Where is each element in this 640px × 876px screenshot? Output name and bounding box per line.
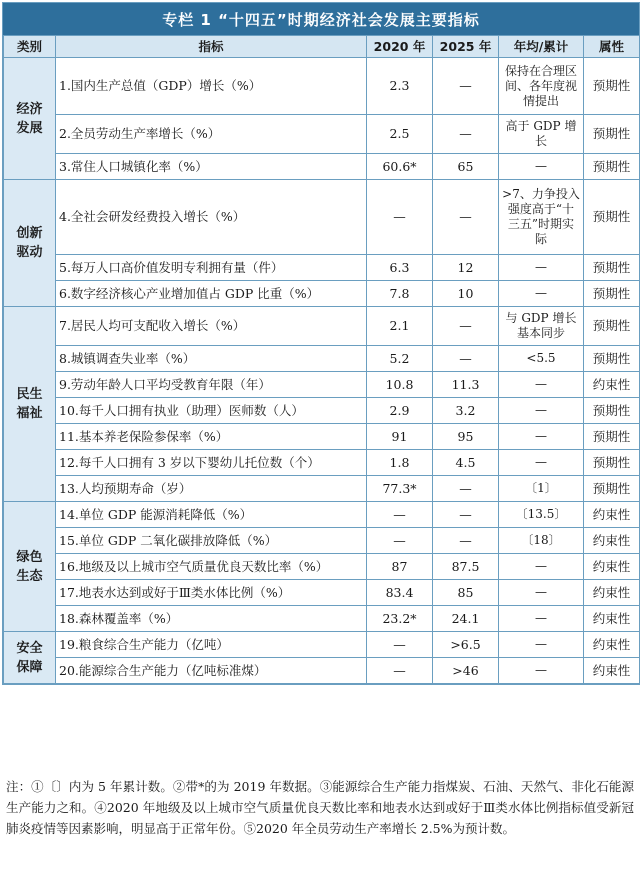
value-2020: 10.8 (367, 372, 433, 398)
indicator-name: 17.地表水达到或好于Ⅲ类水体比例（%） (56, 580, 367, 606)
attribute-cell: 预期性 (584, 450, 640, 476)
rate-cell: 与 GDP 增长基本同步 (499, 307, 584, 346)
table-row (4, 580, 640, 606)
indicator-name: 2.全员劳动生产率增长（%） (56, 115, 367, 154)
value-2025: — (433, 307, 499, 346)
table-row (4, 372, 640, 398)
rate-cell: 高于 GDP 增长 (499, 115, 584, 154)
value-2025: 3.2 (433, 398, 499, 424)
indicator-name: 11.基本养老保险参保率（%） (56, 424, 367, 450)
attribute-cell: 预期性 (584, 58, 640, 115)
header-indicator: 指标 (56, 36, 367, 58)
rate-cell: 〔18〕 (499, 528, 584, 554)
indicator-name: 12.每千人口拥有 3 岁以下婴幼儿托位数（个） (56, 450, 367, 476)
value-2025: 24.1 (433, 606, 499, 632)
value-2025: 65 (433, 154, 499, 180)
value-2025: — (433, 502, 499, 528)
value-2025: 87.5 (433, 554, 499, 580)
header-attribute: 属性 (584, 36, 640, 58)
rate-cell: <5.5 (499, 346, 584, 372)
value-2025: 4.5 (433, 450, 499, 476)
header-2025: 2025 年 (433, 36, 499, 58)
header-category: 类别 (4, 36, 56, 58)
value-2020: — (367, 658, 433, 684)
rate-cell: 〔13.5〕 (499, 502, 584, 528)
value-2020: 5.2 (367, 346, 433, 372)
table-row (4, 398, 640, 424)
rate-cell: — (499, 632, 584, 658)
attribute-cell: 约束性 (584, 632, 640, 658)
rate-cell: — (499, 255, 584, 281)
table-row (4, 554, 640, 580)
table-row (4, 58, 640, 115)
value-2025: — (433, 528, 499, 554)
attribute-cell: 约束性 (584, 528, 640, 554)
indicator-table-panel (2, 2, 640, 685)
value-2020: — (367, 502, 433, 528)
value-2025: 95 (433, 424, 499, 450)
value-2025: 85 (433, 580, 499, 606)
indicator-name: 5.每万人口高价值发明专利拥有量（件） (56, 255, 367, 281)
table-row (4, 450, 640, 476)
rate-cell: — (499, 450, 584, 476)
indicator-name: 19.粮食综合生产能力（亿吨） (56, 632, 367, 658)
rate-cell: — (499, 606, 584, 632)
value-2020: 7.8 (367, 281, 433, 307)
value-2020: 2.9 (367, 398, 433, 424)
rate-cell: 保持在合理区间、各年度视情提出 (499, 58, 584, 115)
table-row (4, 115, 640, 154)
indicator-name: 1.国内生产总值（GDP）增长（%） (56, 58, 367, 115)
rate-cell: 〔1〕 (499, 476, 584, 502)
indicator-name: 4.全社会研发经费投入增长（%） (56, 180, 367, 255)
value-2020: 77.3* (367, 476, 433, 502)
attribute-cell: 约束性 (584, 606, 640, 632)
value-2025: — (433, 180, 499, 255)
attribute-cell: 预期性 (584, 281, 640, 307)
attribute-cell: 预期性 (584, 346, 640, 372)
rate-cell: >7、力争投入强度高于“十三五”时期实际 (499, 180, 584, 255)
value-2020: — (367, 632, 433, 658)
indicator-name: 6.数字经济核心产业增加值占 GDP 比重（%） (56, 281, 367, 307)
attribute-cell: 约束性 (584, 658, 640, 684)
indicator-name: 8.城镇调查失业率（%） (56, 346, 367, 372)
value-2020: — (367, 528, 433, 554)
value-2020: 6.3 (367, 255, 433, 281)
indicator-name: 10.每千人口拥有执业（助理）医师数（人） (56, 398, 367, 424)
attribute-cell: 约束性 (584, 580, 640, 606)
value-2025: >6.5 (433, 632, 499, 658)
category-cell: 创新 驱动 (4, 180, 56, 307)
value-2025: 11.3 (433, 372, 499, 398)
header-rate: 年均/累计 (499, 36, 584, 58)
value-2020: 60.6* (367, 154, 433, 180)
value-2020: 83.4 (367, 580, 433, 606)
value-2020: 1.8 (367, 450, 433, 476)
attribute-cell: 约束性 (584, 372, 640, 398)
attribute-cell: 约束性 (584, 554, 640, 580)
indicator-name: 16.地级及以上城市空气质量优良天数比率（%） (56, 554, 367, 580)
indicator-name: 15.单位 GDP 二氧化碳排放降低（%） (56, 528, 367, 554)
table-row (4, 424, 640, 450)
table-title: 专栏 1 “十四五”时期经济社会发展主要指标 (3, 3, 639, 35)
indicator-name: 3.常住人口城镇化率（%） (56, 154, 367, 180)
table-row (4, 255, 640, 281)
indicator-table (3, 35, 640, 684)
attribute-cell: 预期性 (584, 154, 640, 180)
value-2025: — (433, 115, 499, 154)
header-row (4, 36, 640, 58)
category-cell: 民生 福祉 (4, 307, 56, 502)
table-row (4, 632, 640, 658)
value-2025: — (433, 476, 499, 502)
attribute-cell: 预期性 (584, 424, 640, 450)
value-2020: 87 (367, 554, 433, 580)
indicator-name: 7.居民人均可支配收入增长（%） (56, 307, 367, 346)
attribute-cell: 预期性 (584, 255, 640, 281)
category-cell: 经济 发展 (4, 58, 56, 180)
table-row (4, 281, 640, 307)
category-cell: 绿色 生态 (4, 502, 56, 632)
value-2025: >46 (433, 658, 499, 684)
rate-cell: — (499, 281, 584, 307)
table-row (4, 528, 640, 554)
indicator-name: 14.单位 GDP 能源消耗降低（%） (56, 502, 367, 528)
rate-cell: — (499, 554, 584, 580)
attribute-cell: 预期性 (584, 398, 640, 424)
table-row (4, 476, 640, 502)
category-cell: 安全 保障 (4, 632, 56, 684)
rate-cell: — (499, 658, 584, 684)
attribute-cell: 预期性 (584, 115, 640, 154)
attribute-cell: 预期性 (584, 476, 640, 502)
attribute-cell: 预期性 (584, 307, 640, 346)
indicator-name: 18.森林覆盖率（%） (56, 606, 367, 632)
table-row (4, 307, 640, 346)
table-row (4, 606, 640, 632)
attribute-cell: 约束性 (584, 502, 640, 528)
table-row (4, 346, 640, 372)
value-2020: 2.1 (367, 307, 433, 346)
indicator-name: 20.能源综合生产能力（亿吨标准煤） (56, 658, 367, 684)
table-row (4, 502, 640, 528)
header-2020: 2020 年 (367, 36, 433, 58)
value-2020: 91 (367, 424, 433, 450)
attribute-cell: 预期性 (584, 180, 640, 255)
table-row (4, 154, 640, 180)
rate-cell: — (499, 372, 584, 398)
table-notes: 注：①〔〕内为 5 年累计数。②带*的为 2019 年数据。③能源综合生产能力指煤炭、石油、天然气、非化石能源生产能力之和。④2020 年地级及以上城市空气质量优良天数比率和地表水达到或好于Ⅲ类水体比例指标值受新冠肺炎疫情等因素影响，明显高于正常年份。⑤2020 年全员劳动生产率增长 2.5%为预计数。 (6, 779, 634, 836)
table-row (4, 180, 640, 255)
value-2020: 2.3 (367, 58, 433, 115)
value-2025: 10 (433, 281, 499, 307)
table-row (4, 658, 640, 684)
indicator-name: 13.人均预期寿命（岁） (56, 476, 367, 502)
value-2025: 12 (433, 255, 499, 281)
value-2020: 2.5 (367, 115, 433, 154)
rate-cell: — (499, 398, 584, 424)
rate-cell: — (499, 424, 584, 450)
value-2020: 23.2* (367, 606, 433, 632)
rate-cell: — (499, 580, 584, 606)
value-2025: — (433, 346, 499, 372)
value-2020: — (367, 180, 433, 255)
indicator-name: 9.劳动年龄人口平均受教育年限（年） (56, 372, 367, 398)
value-2025: — (433, 58, 499, 115)
rate-cell: — (499, 154, 584, 180)
